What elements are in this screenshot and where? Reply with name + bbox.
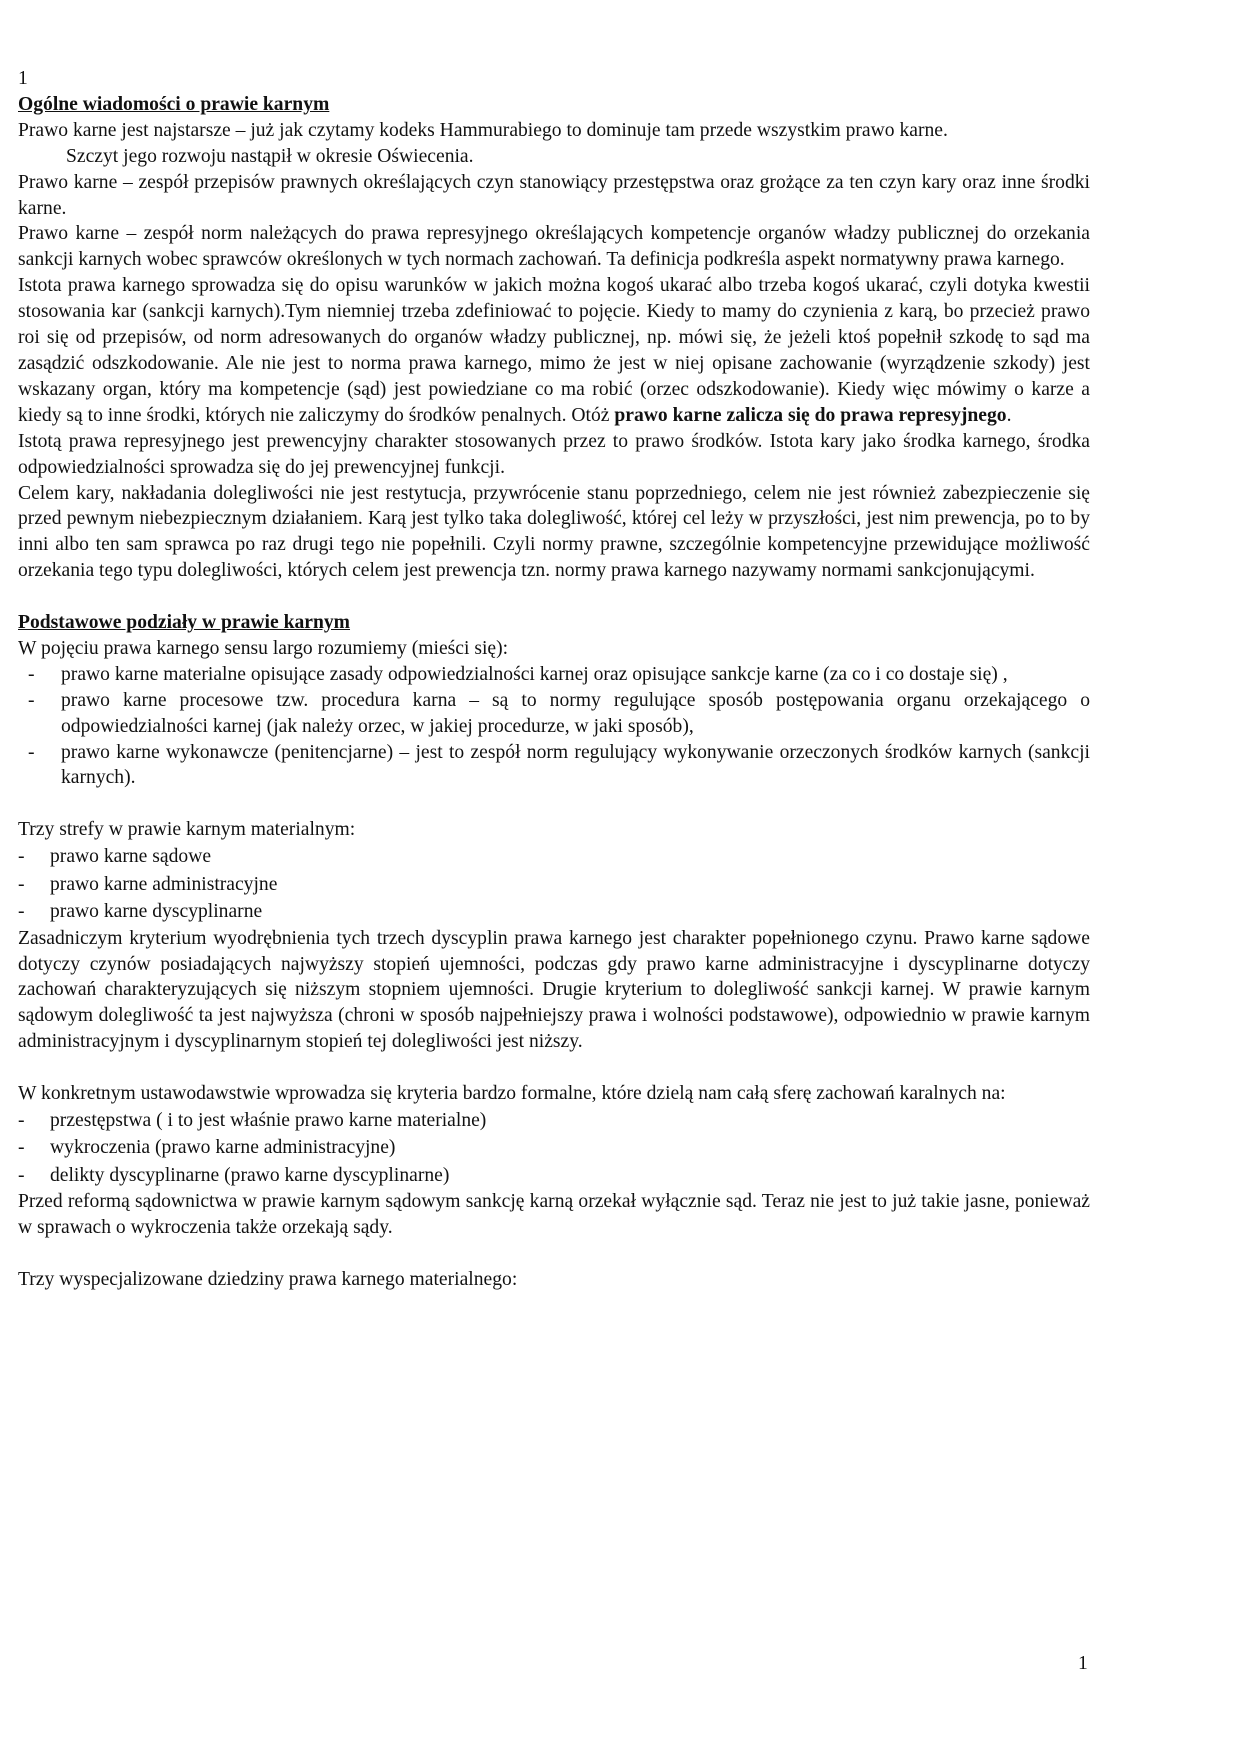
footer-page-number: 1 xyxy=(1078,1653,1088,1674)
paragraph: W pojęciu prawa karnego sensu largo rozumiemy (mieści się): xyxy=(18,637,509,659)
paragraph-text: . xyxy=(1006,404,1012,426)
paragraph: Prawo karne – zespół przepisów prawnych określających czyn stanowiący przestępstwa oraz grożące za ten czyn kary oraz inne środki karne. xyxy=(18,171,1090,219)
paragraph xyxy=(18,273,1090,428)
paragraph: W konkretnym ustawodawstwie wprowadza się kryteria bardzo formalne, które dzielą nam całą sferę zachowań karalnych na: xyxy=(18,1083,1006,1105)
paragraph: Trzy wyspecjalizowane dziedziny prawa karnego materialnego: xyxy=(18,1269,518,1291)
list-item: - prawo karne procesowe tzw. procedura karna – są to normy regulujące sposób postępowania organu orzekającego o odpowiedzialności karnej (jak należy orzec, w jakiej procedurze, w jaki sposób), xyxy=(28,689,1090,737)
list-item: - prawo karne sądowe xyxy=(18,843,1090,871)
dash-bullet: - xyxy=(18,1109,25,1131)
dash-bullet: - xyxy=(18,901,25,923)
paragraph: Istotą prawa represyjnego jest prewencyjny charakter stosowanych przez to prawo środków. Istota kary jako środka karnego, środka odpowiedzialności sprowadza się do jej prewencyjnej funkcji. xyxy=(18,430,1090,478)
list-item: - prawo karne materialne opisujące zasady odpowiedzialności karnej oraz opisujące sankcje karne (za co i co dostaje się) , xyxy=(18,662,1090,688)
list-strefy xyxy=(18,843,1090,926)
section-heading-divisions: Podstawowe podziały w prawie karnym xyxy=(18,612,351,634)
blank-line xyxy=(18,1241,1090,1267)
dash-bullet: - xyxy=(18,1137,25,1159)
section-heading-general: Ogólne wiadomości o prawie karnym xyxy=(18,93,330,115)
dash-bullet: - xyxy=(28,689,35,711)
page-marker: 1 xyxy=(18,68,28,89)
paragraph-indented: Szczyt jego rozwoju nastąpił w okresie Oświecenia. xyxy=(66,145,474,167)
paragraph: Celem kary, nakładania dolegliwości nie jest restytucja, przywrócenie stanu poprzedniego, celem nie jest również zabezpieczenie się przed pewnym niebezpiecznym działaniem. Karą jest tylko taka dolegliwość, której cel leży w przyszłości, jest nim prewencja, po to by inni albo ten sam sprawca po raz drugi tego nie popełnili. Czyli normy prawne, szczególnie kompetencyjne przewidujące możliwość orzekania tego typu dolegliwości, których celem jest prewencja tzn. normy prawa karnego nazywamy normami sankcjonującymi. xyxy=(18,482,1090,582)
blank-line xyxy=(18,584,1090,610)
list-item: - delikty dyscyplinarne (prawo karne dyscyplinarne) xyxy=(18,1162,1090,1190)
blank-line xyxy=(18,1055,1090,1081)
dash-bullet: - xyxy=(28,663,35,685)
blank-line xyxy=(18,791,1090,817)
list-item: - prawo karne administracyjne xyxy=(18,871,1090,899)
list-item: - prawo karne dyscyplinarne xyxy=(18,898,1090,926)
paragraph: Zasadniczym kryterium wyodrębnienia tych trzech dyscyplin prawa karnego jest charakter popełnionego czynu. Prawo karne sądowe dotyczy czynów posiadających najwyższy stopień ujemności, podczas gdy prawo karne administracyjne i dyscyplinarne dotyczy zachowań charakteryzujących się niższym stopniem ujemności. Drugie kryterium to dolegliwość sankcji karnej. W prawie karnym sądowym dolegliwość ta jest najwyższa (chroni w sposób najpełniejszy prawa i wolności podstawowe), odpowiednio w prawie karnym administracyjnym i dyscyplinarnym stopień tej dolegliwości jest niższy. xyxy=(18,927,1090,1053)
list-karalne xyxy=(18,1107,1090,1190)
document-page xyxy=(18,66,1090,1293)
paragraph: Przed reformą sądownictwa w prawie karnym sądowym sankcję karną orzekał wyłącznie sąd. Teraz nie jest to już takie jasne, ponieważ w sprawach o wykroczenia także orzekają sądy. xyxy=(18,1191,1090,1239)
dash-bullet: - xyxy=(18,846,25,868)
list-item: - wykroczenia (prawo karne administracyjne) xyxy=(18,1134,1090,1162)
dash-bullet: - xyxy=(18,1164,25,1186)
dash-bullet: - xyxy=(28,741,35,763)
paragraph: Prawo karne – zespół norm należących do prawa represyjnego określających kompetencje organów władzy publicznej do orzekania sankcji karnych wobec sprawców określonych w tych normach zachowań. Ta definicja podkreśla aspekt normatywny prawa karnego. xyxy=(18,223,1090,271)
bold-emphasis: prawo karne zalicza się do prawa represyjnego xyxy=(614,404,1007,426)
list-item: - prawo karne wykonawcze (penitencjarne) – jest to zespół norm regulujący wykonywanie orzeczonych środków karnych (sankcji karnych). xyxy=(28,741,1090,789)
list-sensu-largo xyxy=(18,662,1090,792)
paragraph: Prawo karne jest najstarsze – już jak czytamy kodeks Hammurabiego to dominuje tam przede wszystkim prawo karne. xyxy=(18,119,948,141)
paragraph: Trzy strefy w prawie karnym materialnym: xyxy=(18,819,356,841)
list-item: - przestępstwa ( i to jest właśnie prawo karne materialne) xyxy=(18,1107,1090,1135)
dash-bullet: - xyxy=(18,873,25,895)
paragraph-text: Istota prawa karnego sprowadza się do opisu warunków w jakich można kogoś ukarać albo trzeba kogoś ukarać, czyli dotyka kwestii stosowania kar (sankcji karnych).Tym niemniej trzeba zdefiniować to pojęcie. Kiedy to mamy do czynienia z karą, bo przecież prawo roi się od przepisów, od norm adresowanych do organów władzy publicznej, np. mówi się, że jeżeli ktoś popełnił szkodę to sąd ma zasądzić odszkodowanie. Ale nie jest to norma prawa karnego, mimo że jest w niej opisane zachowanie (wyrządzenie szkody) jest wskazany organ, który ma kompetencje (sąd) jest powiedziane co ma robić (orzec odszkodowanie). Kiedy więc mówimy o karze a kiedy są to inne środki, których nie zaliczymy do środków penalnych. Otóż xyxy=(18,275,1090,426)
